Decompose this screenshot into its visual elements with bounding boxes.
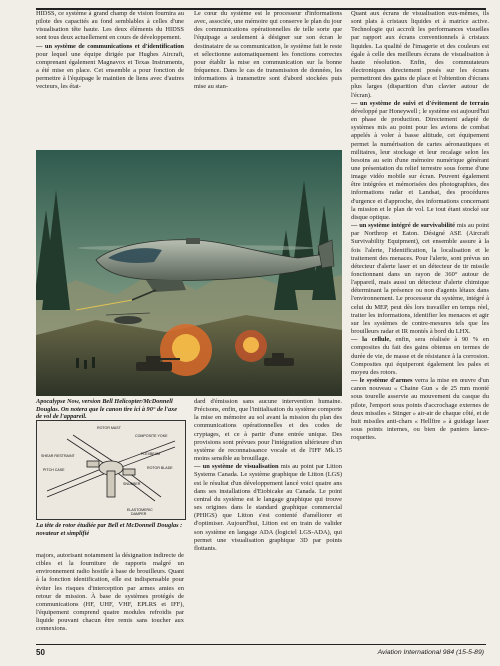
helicopter-illustration xyxy=(36,150,342,396)
diagram-label: PITCH CASE xyxy=(43,468,65,472)
section-heading: — un système intégré de survivabilité xyxy=(351,222,456,230)
paragraph: Le cœur du système est le processeur d'informations avec, associée, une mémoire qui conserve le plan du jour des communications opérationnelles de telle sorte que l'équipage a seulement à désigner sur son écran le destinataire de sa communication, le système fait le reste et sélectionne automatiquement les fonctions correctes pour établir la mise en communication sur la bonne fréquence. Dans le cas de transmission de données, les informations à transmettre sont d'abord stockées puis mise au stan- xyxy=(194,10,342,91)
section-heading: — le système d'armes xyxy=(351,377,413,385)
column-2-bottom xyxy=(194,398,342,553)
section-heading: — la cellule, xyxy=(351,336,391,344)
section-heading: — un système de visualisation xyxy=(194,463,279,471)
diagram-label: ROTOR MAST xyxy=(97,426,121,430)
paragraph xyxy=(36,43,184,92)
column-3 xyxy=(351,10,489,442)
page-number: 50 xyxy=(36,648,45,657)
column-2-top xyxy=(194,10,342,92)
section-heading: — un système de suivi et d'évitement de terrain xyxy=(351,99,489,107)
column-1-bottom xyxy=(36,552,184,634)
rotor-mast xyxy=(107,471,115,497)
diagram-label: DAMPER xyxy=(131,512,147,516)
paragraph xyxy=(351,100,489,222)
diagram-label: FLEXBEAM xyxy=(141,452,161,456)
diagram-caption: La tête de rotor étudiée par Bell et McDonnell Douglas : novateur et simplifié xyxy=(36,522,183,537)
footer-rule xyxy=(36,644,486,645)
paragraph xyxy=(351,377,489,442)
diagram-label: COMPOSITE YOKE xyxy=(135,434,168,438)
column-1-top xyxy=(36,10,184,92)
paragraph xyxy=(194,463,342,553)
publication-footer: Aviation International 984 (15-5-89) xyxy=(377,649,484,656)
section-text: mis au point par Litton Systems Canada. Le système graphique de Litton (LGS) est le résultat d'un développement lancé voici quatre ans dans ses installations d'Etobicake au Canada. Le point central du système est le langage graphique qui trouve ses origines dans le standard graphique commercial (PHIGS) que Litton s'est contenté d'améliorer et d'optimiser. Aujourd'hui, Litton est en train de valider son système en langage ADA (logiciel LGS-ADA), qui permet une visualisation graphique 3D par points flottants. xyxy=(194,463,342,552)
section-text: enfin, sera réalisée à 90 % en composites du fait des gains obtenus en termes de durée de vie, de masse et de résistance à la corrosion. Composites qui équiperont également les pales et moyeu des rotors. xyxy=(351,336,490,376)
diagram-label: SHEAR RESTRAINT xyxy=(41,454,75,458)
section-text: verra la mise en œuvre d'un canon nouveau « Chaine Gun » de 25 mm monté sous tourelle asservie au mouvement du casque du pilote, l'emport sous points d'accrochage externes de deux missiles « Stinger » air-air de chaque côté, et de huit missiles anti-chars « Hellfire » à guidage laser sous points internes, ou bien de paniers lance-roquettes. xyxy=(351,377,490,442)
section-text: mis au point par Northrop et Eaton. Désigné ASE (Aircraft Survivability Equipment), cet ensemble assure à la fois l'alerte, l'identification, la localisation et le traitement des menaces. Pour l'alerte, sont prévus un détecteur d'alerte laser et un détecteur de tir missile fonctionnant dans un rayon de 360° autour de l'appareil, mais aussi un détecteur d'alerte chimique déterminant la présence ou non d'agents létaux dans l'environnement. Le processeur du système, intégré à celui du MEP, peut dès lors travailler en temps réel, traiter les informations, identifier les menaces et agir sur les systèmes de contre-mesures tels que les brouilleurs radar et IR montés à bord du LHX. xyxy=(351,222,489,336)
paragraph xyxy=(351,336,489,377)
paragraph: Quant aux écrans de visualisation eux-mêmes, ils sont plats à cristaux liquides et à matrice active. Technologie qui accroît les performances visuelles par rapport aux écrans conventionnels à cristaux liquides. La qualité de l'imagerie et des couleurs est égale à celle des meilleurs écrans de visualisation à haute résolution. Enfin, des commutateurs électroniques directement posés sur les écrans permettront des gains de place et l'obtention d'écrans plus larges (disparition d'un clavier autour de l'écran). xyxy=(351,10,489,99)
paragraph: dard d'émission sans aucune intervention humaine. Précisons, enfin, que l'initialisation du système comporte la mise en mémoire au sol avant la mission du plan des communications opérationnelles et des codes de cryptages, et ce à partir d'une entrée unique. Des provisions sont prévues pour l'intégration ultérieure d'un système de reconnaissance vocale et de l'IFF Mk.15 moins sensible au brouillage. xyxy=(194,398,342,463)
section-heading: — un système de communications et d'identification xyxy=(36,42,184,50)
diagram-label: ELASTOMERIC xyxy=(127,508,153,512)
rotor-head-diagram xyxy=(36,420,186,520)
section-text: développé par Honeywell ; le système est aujourd'hui en phase de production. Directement adapté de systèmes mis au point pour les avions de combat appelés à voler à basse altitude, cet équipement permet la numérisation de cartes aéronautiques et militaires, leur stockage et leur recalage selon les besoins au sein d'une mémoire numérique générant une présentation du relief terrestre sous forme d'une image vidéo mobile sur écran. Peuvent également être intégrées et mémorisées des photographies, des informations radar et Landsat, des procédures d'urgence et d'approche, des informations concernant la mission et le plan de vol. Le tout étant stocké sur disque optique. xyxy=(351,107,489,221)
diagram-label: ROTOR BLADE xyxy=(147,466,173,470)
diagram-label: SNUBBER xyxy=(123,482,141,486)
section-text: pour lequel une équipe dirigée par Hughes Aircraft, comprenant également Magnavox et Texas Instruments, a été mise en place. Cet ensemble a pour fonction de permettre à l'équipage le maintien de liens avec d'autres vecteurs, les état- xyxy=(36,50,184,91)
paragraph: majors, autorisant notamment la désignation indirecte de cibles et la fourniture de rapports malgré un environnement radio hostile à base de brouilleurs. Quant à la fonction identification, elle est indispensable pour éviter les risques d'interception par armes amies en retour de mission. À base de systèmes protégés de communications (HF, UHF, VHF, EPLRS et IFF), l'équipement comprend quatre modules refroidis par liquide pouvant chacun être remis sans toucher aux connexions. xyxy=(36,552,184,633)
paragraph: HIDSS, ce système à grand champ de vision fournira au pilote des capacités au fond semblables à celles d'une visualisation tête haute. Les deux éléments du HIDSS sont tous deux actuellement en cours de développement. xyxy=(36,10,184,42)
illustration-caption: Apocalypse Now, version Bell Helicopter/McDonnell Douglas. On notera que le canon tire ici à 90° de l'axe de vol de l'appareil. xyxy=(36,398,178,421)
paragraph xyxy=(351,222,489,336)
